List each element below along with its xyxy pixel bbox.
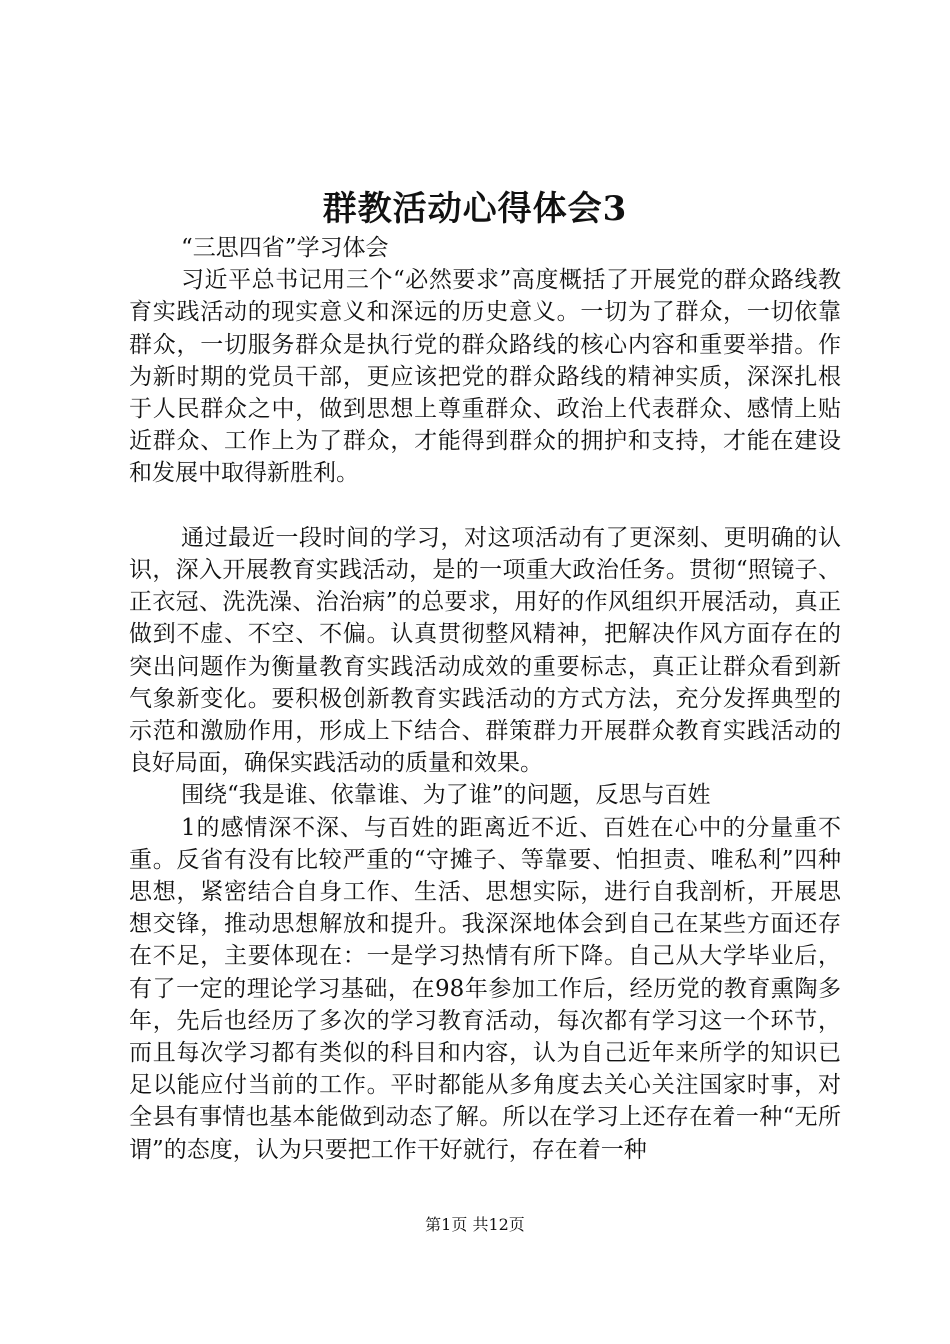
- paragraph-4: 1的感情深不深、与百姓的距离近不近、百姓在心中的分量重不重。反省有没有比较严重的“守摊子、等靠要、怕担责、唯私利”四种思想，紧密结合自身工作、生活、思想实际，进行自我剖析，开展思想交锋，推动思想解放和提升。我深深地体会到自己在某些方面还存在不足，主要体现在：一是学习热情有所下降。自己从大学毕业后，有了一定的理论学习基础，在98年参加工作后，经历党的教育熏陶多年，先后也经历了多次的学习教育活动，每次都有学习这一个环节，而且每次学习都有类似的科目和内容，认为自己近年来所学的知识已足以能应付当前的工作。平时都能从多角度去关心关注国家时事，对全县有事情也基本能做到动态了解。所以在学习上还存在着一种“无所谓”的态度，认为只要把工作干好就行，存在着一种: [129, 814, 841, 1163]
- paragraph-1: 习近平总书记用三个“必然要求”高度概括了开展党的群众路线教育实践活动的现实意义和深远的历史意义。一切为了群众，一切依靠群众，一切服务群众是执行党的群众路线的核心内容和重要举措。作为新时期的党员干部，更应该把党的群众路线的精神实质，深深扎根于人民群众之中，做到思想上尊重群众、政治上代表群众、感情上贴近群众、工作上为了群众，才能得到群众的拥护和支持，才能在建设和发展中取得新胜利。: [129, 267, 841, 487]
- paragraph-spacer: [129, 490, 841, 522]
- paragraph-3: 围绕“我是谁、依靠谁、为了谁”的问题，反思与百姓: [181, 782, 711, 809]
- page-footer: 第1页 共12页: [425, 1215, 525, 1234]
- paragraph-2: 通过最近一段时间的学习，对这项活动有了更深刻、更明确的认识，深入开展教育实践活动，是的一项重大政治任务。贯彻“照镜子、正衣冠、洗洗澡、治治病”的总要求，用好的作风组织开展活动，真正做到不虚、不空、不偏。认真贯彻整风精神，把解决作风方面存在的突出问题作为衡量教育实践活动成效的重要标志，真正让群众看到新气象新变化。要积极创新教育实践活动的方式方法，充分发挥典型的示范和激励作用，形成上下结合、群策群力开展群众教育实践活动的良好局面，确保实践活动的质量和效果。: [129, 524, 841, 777]
- document-body: [129, 232, 841, 1166]
- document-title: 群教活动心得体会3: [322, 189, 628, 229]
- document-subtitle: “三思四省”学习体会: [181, 235, 389, 261]
